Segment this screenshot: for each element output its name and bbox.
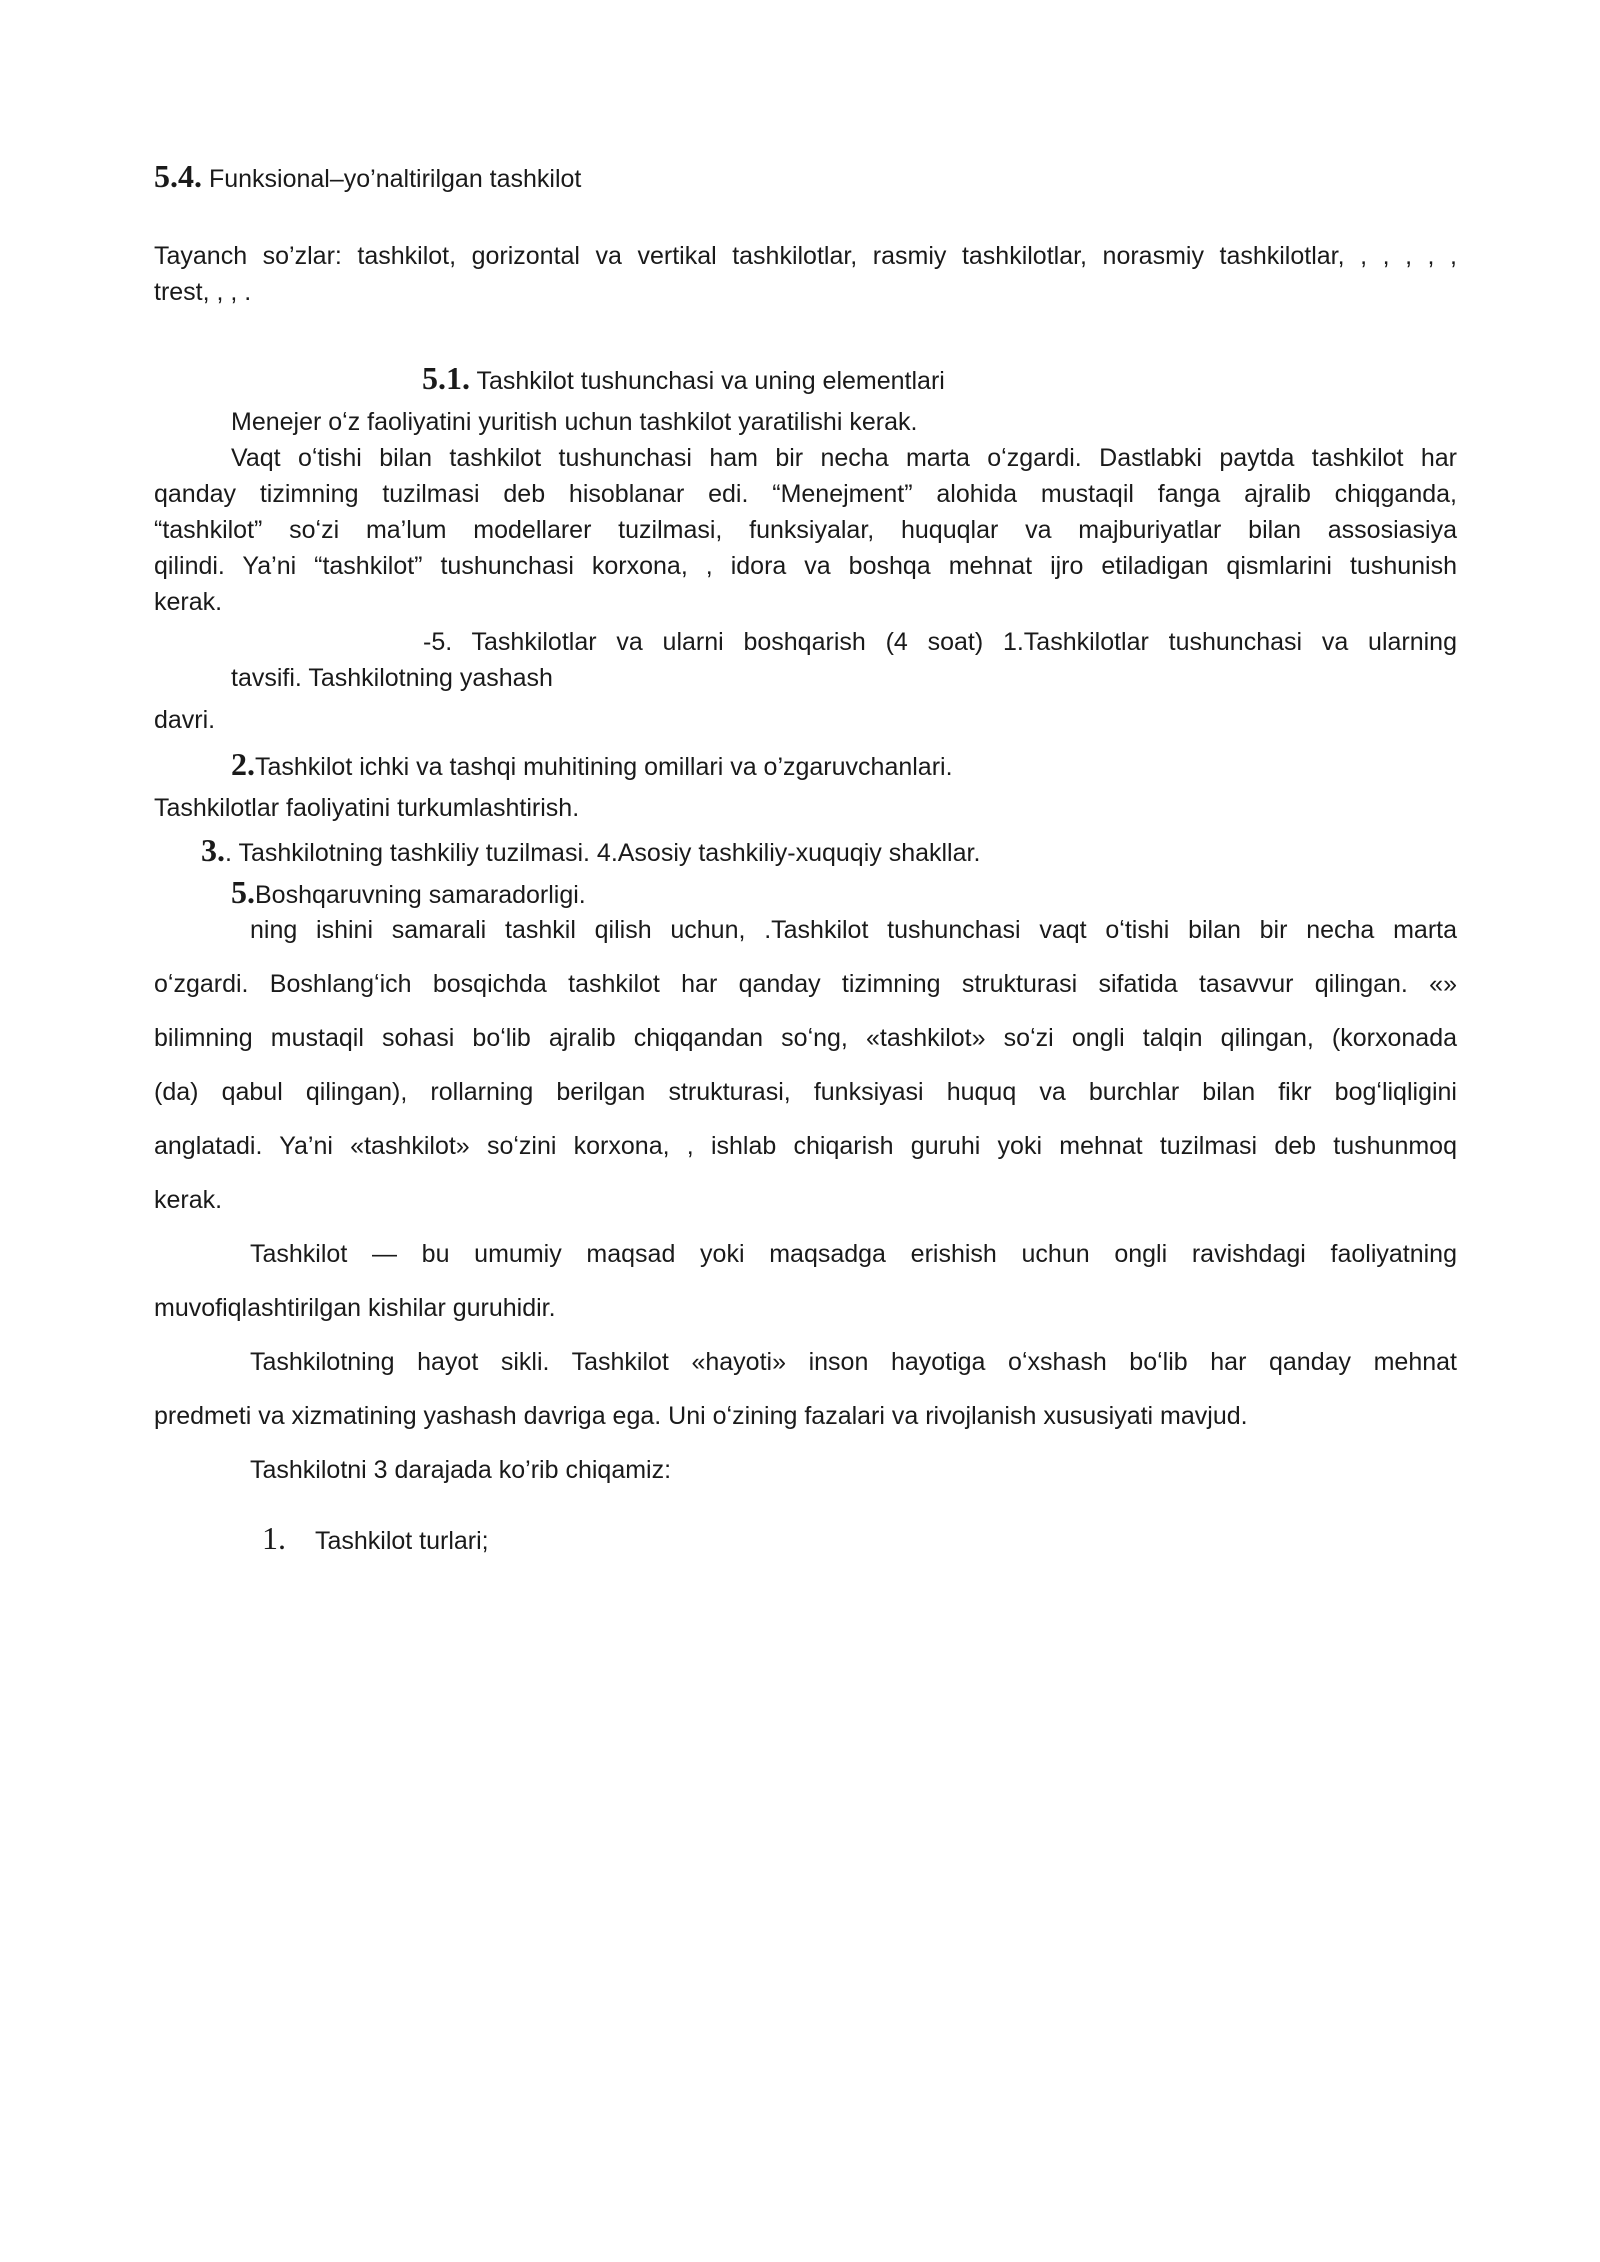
topic-number: 5. xyxy=(231,874,255,910)
paragraph-line: qilindi. Ya’ni “tashkilot” tushunchasi korxona, , idora va boshqa mehnat ijro etiladigan qismlarini tushunish xyxy=(154,552,1457,580)
topic-item-2 xyxy=(231,742,953,789)
paragraph-line: Vaqt oʻtishi bilan tashkilot tushunchasi ham bir necha marta oʻzgardi. Dastlabki paytda tashkilot har xyxy=(231,444,1457,472)
paragraph-line: “tashkilot” soʻzi ma’lum modellarer tuzilmasi, funksiyalar, huquqlar va majburiyatlar bilan assosiasiya xyxy=(154,516,1457,544)
paragraph-line: Tashkilotni 3 darajada ko’rib chiqamiz: xyxy=(250,1456,672,1484)
paragraph-line: (da) qabul qilingan), rollarning berilgan strukturasi, funksiyasi huquq va burchlar bilan fikr bogʻliqligini xyxy=(154,1078,1457,1106)
topics-line: tavsifi. Tashkilotning yashash xyxy=(231,664,553,692)
paragraph-line: Tashkilotning hayot sikli. Tashkilot «hayoti» inson hayotiga oʻxshash boʻlib har qanday mehnat xyxy=(250,1348,1457,1376)
topic-number: 3. xyxy=(201,832,225,868)
topic-number: 2. xyxy=(231,746,255,782)
topics-line: -5. Tashkilotlar va ularni boshqarish (4 soat) 1.Tashkilotlar tushunchasi va ularning xyxy=(423,628,1457,656)
topic-text: Tashkilot ichki va tashqi muhitining omillari va o’zgaruvchanlari. xyxy=(255,753,953,781)
keywords-line: trest, , , . xyxy=(154,278,252,306)
paragraph-line: ning ishini samarali tashkil qilish uchun, .Tashkilot tushunchasi vaqt oʻtishi bilan bir necha marta xyxy=(250,916,1457,944)
topic-item-3 xyxy=(201,828,980,875)
section-title: Tashkilot tushunchasi va uning elementlari xyxy=(476,367,945,395)
topics-line: Tashkilotlar faoliyatini turkumlashtirish. xyxy=(154,794,580,822)
paragraph-line: oʻzgardi. Boshlangʻich bosqichda tashkilot har qanday tizimning strukturasi sifatida tasavvur qilingan. «» xyxy=(154,970,1457,998)
topic-item-5 xyxy=(231,870,586,917)
paragraph-line: Menejer oʻz faoliyatini yuritish uchun tashkilot yaratilishi kerak. xyxy=(231,408,918,436)
paragraph-line: kerak. xyxy=(154,588,223,616)
section-title: Funksional–yo’naltirilgan tashkilot xyxy=(208,165,582,193)
paragraph-line: Tashkilot — bu umumiy maqsad yoki maqsadga erishish uchun ongli ravishdagi faoliyatning xyxy=(250,1240,1457,1268)
list-item xyxy=(262,1516,489,1563)
paragraph-line: predmeti va xizmatining yashash davriga ega. Uni oʻzining fazalari va rivojlanish xususiyati mavjud. xyxy=(154,1402,1248,1430)
topic-text: Boshqaruvning samaradorligi. xyxy=(255,881,586,909)
paragraph-line: muvofiqlashtirilgan kishilar guruhidir. xyxy=(154,1294,556,1322)
section-number: 5.4. xyxy=(154,158,202,194)
paragraph-line: bilimning mustaqil sohasi boʻlib ajralib chiqqandan soʻng, «tashkilot» soʻzi ongli talqin qilingan, (korxonada xyxy=(154,1024,1457,1052)
section-heading-5-1 xyxy=(422,356,945,403)
keywords-line: Tayanch so’zlar: tashkilot, gorizontal va vertikal tashkilotlar, rasmiy tashkilotlar, norasmiy tashkilotlar, , , , , , xyxy=(154,242,1457,270)
topic-text: . Tashkilotning tashkiliy tuzilmasi. 4.Asosiy tashkiliy-xuquqiy shakllar. xyxy=(225,839,981,867)
paragraph-line: qanday tizimning tuzilmasi deb hisoblanar edi. “Menejment” alohida mustaqil fanga ajralib chiqganda, xyxy=(154,480,1457,508)
list-number: 1. xyxy=(262,1520,286,1556)
paragraph-line: kerak. xyxy=(154,1186,223,1214)
section-heading-5-4 xyxy=(154,154,581,201)
paragraph-line: anglatadi. Ya’ni «tashkilot» soʻzini korxona, , ishlab chiqarish guruhi yoki mehnat tuzilmasi deb tushunmoq xyxy=(154,1132,1457,1160)
section-number: 5.1. xyxy=(422,360,470,396)
list-text: Tashkilot turlari; xyxy=(314,1527,489,1555)
topics-line: davri. xyxy=(154,706,216,734)
